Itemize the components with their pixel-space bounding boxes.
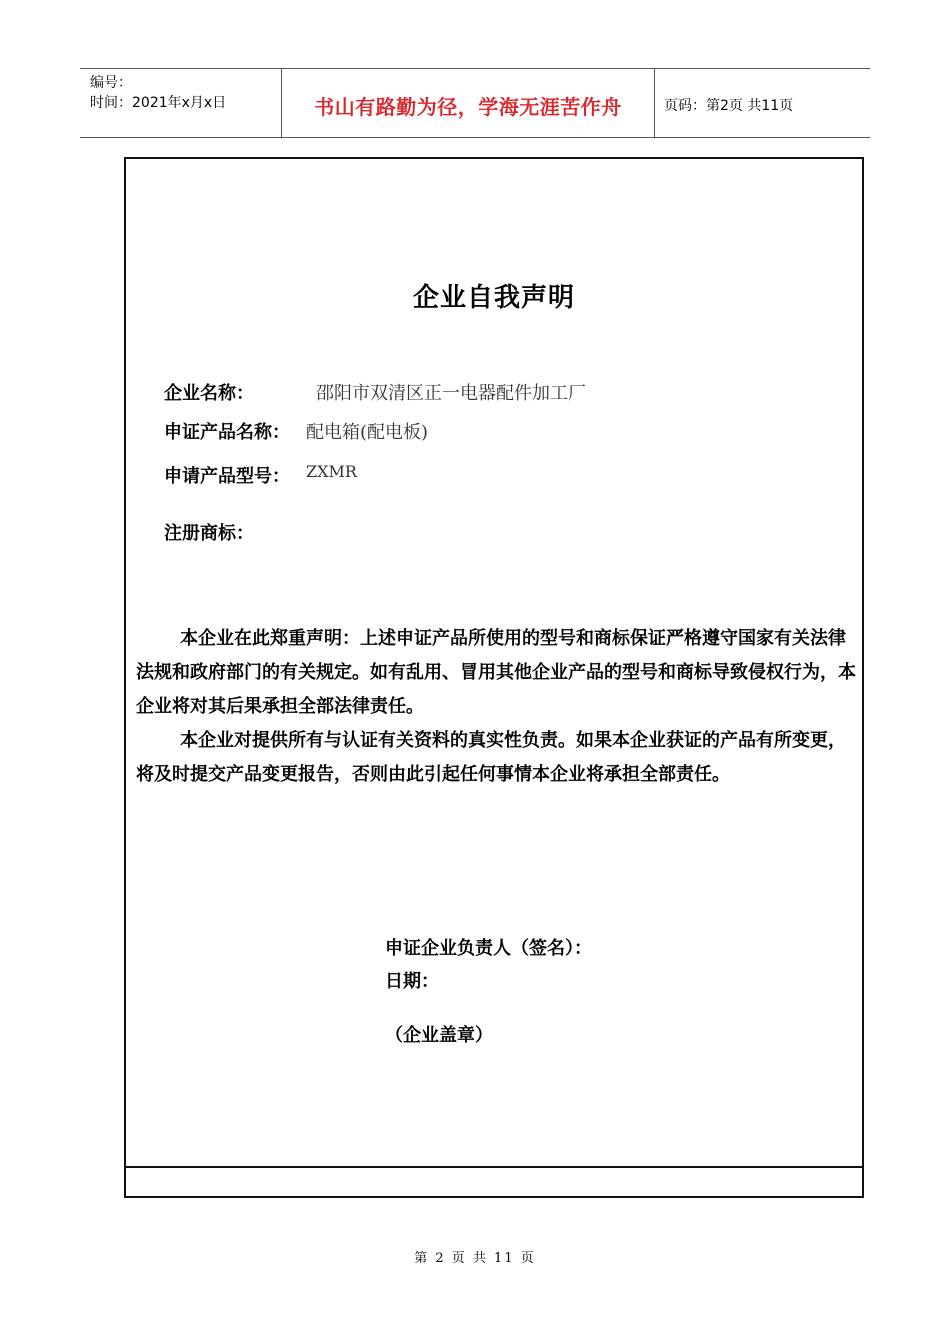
declaration-paragraph-1: 本企业在此郑重声明：上述申证产品所使用的型号和商标保证严格遵守国家有关法律法规和政府部门的有关规定。如有乱用、冒用其他企业产品的型号和商标导致侵权行为，本企业将对其后果承担全部法律责任。 xyxy=(136,628,856,717)
declaration-box xyxy=(124,157,864,1198)
seal-label: （企业盖章） xyxy=(385,1025,493,1046)
field-label-trademark: 注册商标： xyxy=(164,523,254,544)
field-value-company: 邵阳市双清区正一电器配件加工厂 xyxy=(316,383,586,404)
header-motto: 书山有路勤为径，学海无涯苦作舟 xyxy=(314,95,622,119)
field-value-product: 配电箱(配电板) xyxy=(306,422,429,443)
header-page-label: 页码：第2页 共11页 xyxy=(664,98,794,114)
field-label-company: 企业名称： xyxy=(164,383,254,404)
page-header xyxy=(80,68,870,138)
date-label: 日期： xyxy=(385,971,439,992)
header-meta xyxy=(90,73,226,113)
header-time-label: 时间：2021年x月x日 xyxy=(90,95,227,111)
header-number-label: 编号： xyxy=(90,75,132,91)
signature-label: 申证企业负责人（签名）： xyxy=(385,938,592,959)
header-divider xyxy=(654,69,655,137)
field-label-product: 申证产品名称： xyxy=(164,422,290,443)
field-value-model: ZXMR xyxy=(306,462,357,481)
declaration-paragraph-2: 本企业对提供所有与认证有关资料的真实性负责。如果本企业获证的产品有所变更，将及时提交产品变更报告，否则由此引起任何事情本企业将承担全部责任。 xyxy=(136,730,846,785)
document-title: 企业自我声明 xyxy=(412,283,575,313)
field-label-model: 申请产品型号： xyxy=(164,466,290,487)
page-footer: 第 2 页 共 11 页 xyxy=(414,1251,536,1266)
box-inner-divider xyxy=(126,1166,862,1168)
